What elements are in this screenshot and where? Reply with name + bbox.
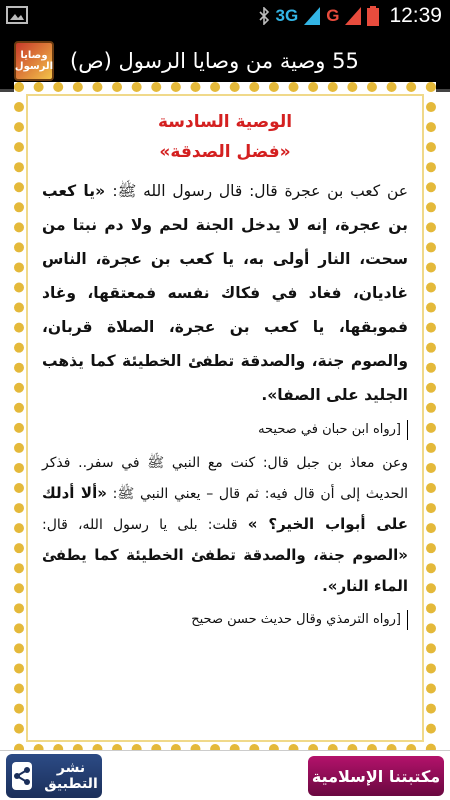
signal-g-icon xyxy=(345,7,361,25)
network-3g-label: 3G xyxy=(275,6,299,25)
share-app-button[interactable] xyxy=(6,754,102,798)
hadith-heading: الوصية السادسة xyxy=(157,112,293,132)
status-bar xyxy=(0,0,450,32)
hadith-2-reference: [رواه الترمذي وقال حديث حسن صحيح xyxy=(191,610,408,630)
hadith-paragraph-2 xyxy=(42,448,408,602)
hadith-1-intro: عن كعب بن عجرة قال: قال رسول الله ﷺ: xyxy=(112,182,408,200)
share-app-label: نشر التطبيق xyxy=(44,760,98,792)
hadith-2-quote-1: «ألا أدلك على أبواب الخير؟ » xyxy=(42,484,408,533)
hadith-2-mid: قلت: بلى يا رسول الله، قال: xyxy=(42,517,248,533)
hadith-1-reference: [رواه ابن حبان في صحيحه xyxy=(258,420,408,440)
hadith-subheading: «فضل الصدقة» xyxy=(159,142,291,162)
app-title: 55 وصية من وصايا الرسول (ص) xyxy=(70,48,359,73)
network-g-label: G xyxy=(326,6,340,25)
islamic-library-button[interactable] xyxy=(308,756,444,796)
app-logo-icon[interactable] xyxy=(14,41,54,81)
hadith-2-intro: وعن معاذ بن جبل قال: كنت مع النبي ﷺ في سفر.. فذكر الحديث إلى أن قال فيه: ثم قال – يعني النبي ﷺ: xyxy=(42,455,408,502)
bluetooth-icon xyxy=(258,7,270,25)
battery-icon xyxy=(367,6,379,26)
hadith-1-body: «يا كعب بن عجرة، إنه لا يدخل الجنة لحم ولا دم نبتا من سحت، النار أولى به، يا كعب بن عجرة، الناس غاديان، فغاد في فكاك نفسه فمعتقها، وغاد فموبقها، يا كعب بن عجرة، الصلاة قربان، والصوم جنة، والصدقة تطفئ الخطيئة كما يذهب الجليد على الصفا». xyxy=(42,182,408,404)
hadith-frame xyxy=(14,82,436,754)
hadith-paragraph-1 xyxy=(42,174,408,412)
bottom-banner xyxy=(0,750,450,800)
hadith-2-quote-2: «الصوم جنة، والصدقة تطفئ الخطيئة كما يطفئ الماء النار». xyxy=(42,546,408,595)
hadith-content[interactable] xyxy=(42,106,408,744)
share-icon xyxy=(12,762,32,790)
app-logo-text: وصايا الرسول xyxy=(14,49,54,72)
clock: 12:39 xyxy=(389,4,442,27)
islamic-library-label: مكتبتنا الإسلامية xyxy=(311,766,441,786)
gallery-notification-icon xyxy=(6,6,28,24)
signal-3g-icon xyxy=(304,7,320,25)
